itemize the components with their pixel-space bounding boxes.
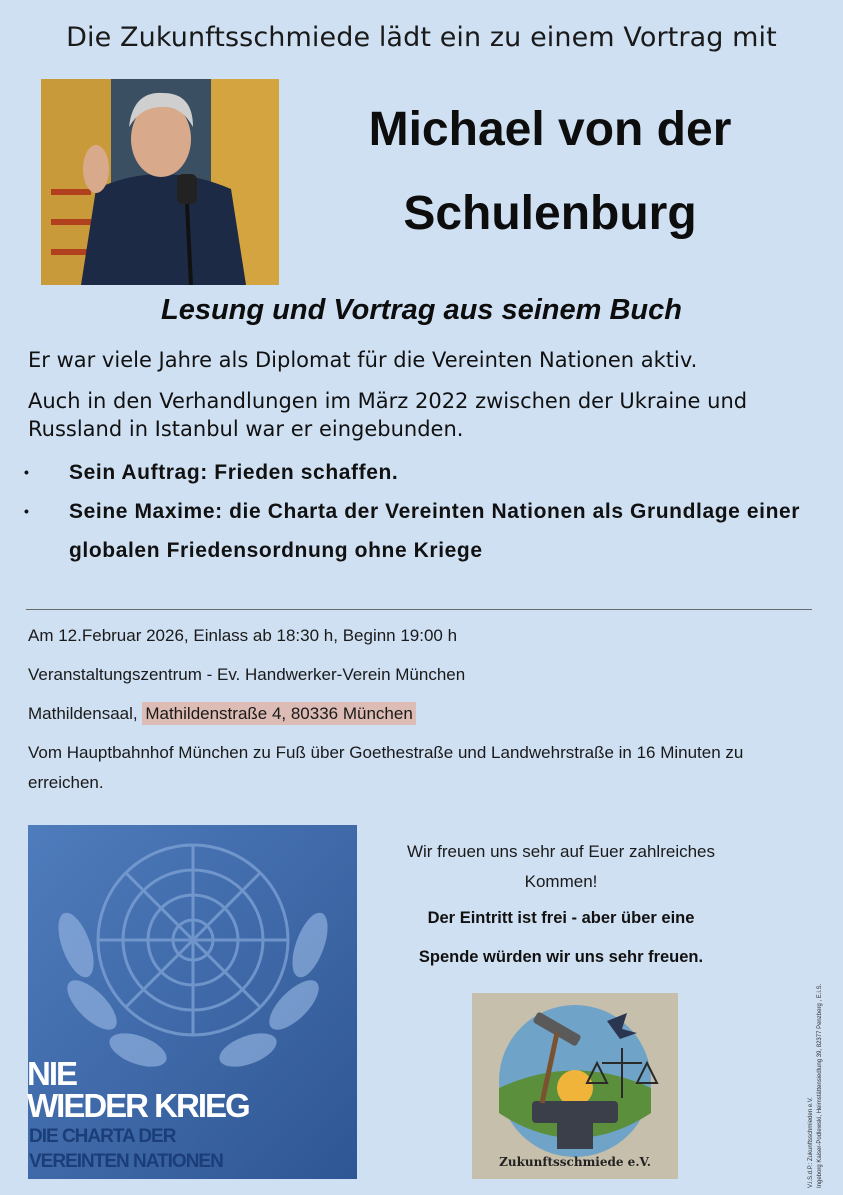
bullet-item bbox=[24, 492, 824, 570]
un-subline-2: VEREINTEN NATIONEN bbox=[29, 1151, 223, 1172]
divider bbox=[26, 609, 812, 610]
speaker-name-line1: Michael von der bbox=[368, 103, 732, 156]
event-date: Am 12.Februar 2026, Einlass ab 18:30 h, Beginn 19:00 h bbox=[28, 626, 458, 645]
event-venue: Veranstaltungszentrum - Ev. Handwerker-Verein München bbox=[28, 665, 466, 684]
speaker-name bbox=[300, 88, 800, 256]
bullet-text: Sein Auftrag: Frieden schaffen. bbox=[69, 461, 399, 484]
bullet-text: Seine Maxime: die Charta der Vereinten Nationen als Grundlage einer globalen Friedensordnung ohne Kriege bbox=[69, 500, 801, 562]
bullet-dot-icon: • bbox=[24, 464, 30, 480]
logo-text: Zukunftsschmiede e.V. bbox=[499, 1155, 651, 1169]
event-room: Mathildensaal, bbox=[28, 704, 143, 723]
subtitle: Lesung und Vortrag aus seinem Buch bbox=[160, 294, 682, 326]
speaker-photo bbox=[41, 79, 279, 285]
un-headline-line2: WIEDER KRIEG bbox=[27, 1087, 249, 1124]
event-location bbox=[28, 699, 818, 729]
zukunftsschmiede-logo bbox=[472, 993, 678, 1179]
un-subline-1: DIE CHARTA DER bbox=[29, 1126, 176, 1147]
event-directions: Vom Hauptbahnhof München zu Fuß über Goethestraße und Landwehrstraße in 16 Minuten zu erreichen. bbox=[28, 743, 744, 792]
bullet-dot-icon: • bbox=[24, 503, 30, 519]
bullet-list bbox=[24, 453, 824, 570]
donation-line-1: Der Eintritt ist frei - aber über eine bbox=[427, 909, 695, 927]
intro-paragraph-1: Er war viele Jahre als Diplomat für die Vereinten Nationen aktiv. bbox=[28, 348, 698, 372]
bullet-item bbox=[24, 453, 824, 492]
speaker-name-line2: Schulenburg bbox=[403, 187, 697, 240]
donation-line-2: Spende würden wir uns sehr freuen. bbox=[418, 948, 704, 966]
imprint-line1: V.i.S.d.P.: Zukunftsschmieden e.V. bbox=[808, 1097, 814, 1188]
event-address: Mathildenstraße 4, 80336 München bbox=[142, 702, 415, 725]
welcome-line-1: Wir freuen uns sehr auf Euer zahlreiches bbox=[406, 842, 716, 861]
un-headline-line1: NIE bbox=[27, 1055, 77, 1092]
header-line: Die Zukunftsschmiede lädt ein zu einem Vortrag mit bbox=[66, 22, 777, 53]
imprint bbox=[807, 984, 825, 1188]
intro-paragraph-2: Auch in den Verhandlungen im März 2022 zwischen der Ukraine und Russland in Istanbul war er eingebunden. bbox=[28, 389, 748, 441]
imprint-line2: Ingeborg Kaiser-Podlewski, Heimstättensiedlung 39, 82377 Penzberg , E.i.S. bbox=[817, 983, 823, 1188]
welcome-line-2: Kommen! bbox=[524, 872, 598, 891]
